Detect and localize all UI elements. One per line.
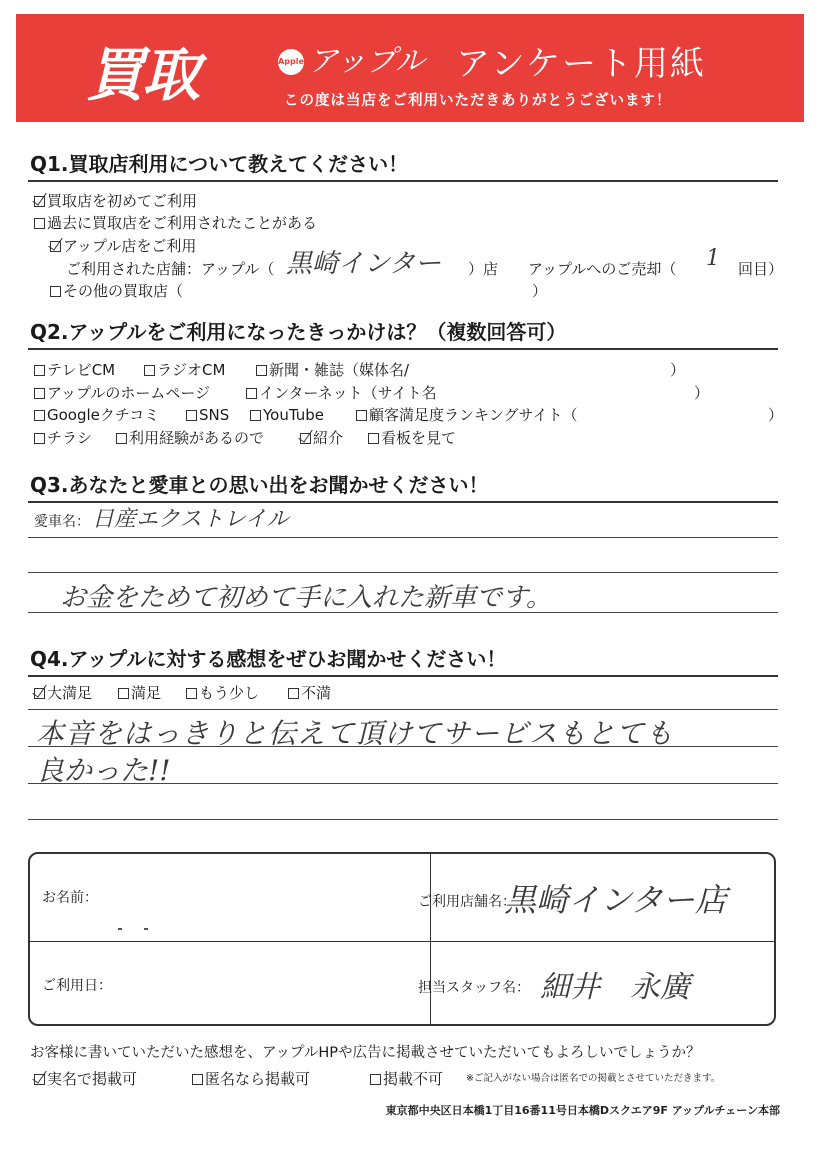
q1-store-label: ご利用された店舗：アップル（ [66, 260, 275, 278]
info-staff-value[interactable]: 細井 永廣 [540, 970, 690, 1005]
checkbox-icon[interactable] [288, 688, 299, 699]
q2-option-experience-label: 利用経験があるので [129, 429, 265, 447]
q2-option-signboard[interactable] [368, 428, 478, 448]
consent-question: お客様に書いていただいた感想を、アップルHPや広告に掲載させていただいてもよろしいでしょうか？ [30, 1045, 701, 1061]
q1-option-before-label: 過去に買取店をご利用されたことがある [47, 214, 318, 232]
info-staff-label: 担当スタッフ名： [418, 980, 530, 996]
q2-option-radio[interactable] [144, 360, 254, 380]
q3-title: Q3.あなたと愛車との思い出をお聞かせください！ [30, 473, 489, 497]
q2-option-tv[interactable] [34, 360, 144, 380]
q2-title: Q2.アップルをご利用になったきっかけは？（複数回答可） [30, 320, 567, 344]
q2-option-tv-label: テレビCM [47, 361, 116, 379]
checkbox-checked-icon[interactable] [300, 433, 311, 444]
checkbox-icon[interactable] [50, 286, 61, 297]
q2-rule [28, 348, 778, 350]
checkbox-icon[interactable] [192, 1074, 203, 1085]
consent-note: ※ご記入がない場合は匿名での掲載とさせていただきます。 [466, 1073, 721, 1084]
header-subtitle: この度は当店をご利用いただきありがとうございます！ [284, 93, 672, 109]
header-main-title: 買取 [86, 41, 199, 109]
q1-store-suffix: ）店 [468, 260, 499, 278]
consent-anon-label: 匿名なら掲載可 [205, 1070, 311, 1088]
checkbox-checked-icon[interactable] [50, 241, 61, 252]
checkbox-icon[interactable] [144, 365, 155, 376]
info-name-label: お名前： [42, 890, 98, 906]
checkbox-checked-icon[interactable] [34, 688, 45, 699]
q2-option-flyer-label: チラシ [47, 429, 93, 447]
q3-line [28, 572, 778, 573]
q4-option-satisfied[interactable] [118, 683, 184, 703]
q2-option-sns-label: SNS [199, 406, 230, 424]
q4-option-satisfied-label: 満足 [131, 684, 162, 702]
q3-car-value[interactable]: 日産エクストレイル [92, 507, 289, 532]
q2-option-youtube[interactable] [250, 405, 350, 425]
q4-comment-line1[interactable]: 本音をはっきりと伝えて頂けてサービスもとても [36, 717, 675, 750]
consent-real-label: 実名で掲載可 [47, 1070, 138, 1088]
q2-option-ranking[interactable] [356, 405, 596, 425]
q4-line [28, 709, 778, 710]
q1-other-close: ） [532, 282, 548, 300]
q2-option-google-label: Googleクチコミ [47, 406, 160, 424]
q4-option-unsatisfied[interactable] [288, 683, 358, 703]
info-horizontal-divider [30, 941, 774, 942]
q3-rule [28, 501, 778, 503]
q2-option-google[interactable] [34, 405, 184, 425]
checkbox-icon[interactable] [186, 410, 197, 421]
q3-memory-text[interactable]: お金をためて初めて手に入れた新車です。 [60, 583, 552, 613]
q2-internet-close: ） [694, 384, 710, 402]
q1-option-before[interactable] [34, 213, 434, 233]
checkbox-icon[interactable] [34, 433, 45, 444]
info-store-label: ご利用店舗名： [418, 894, 516, 910]
q1-option-other-label: その他の買取店（ [63, 282, 184, 300]
q4-line [28, 819, 778, 820]
checkbox-icon[interactable] [34, 218, 45, 229]
checkbox-icon[interactable] [356, 410, 367, 421]
q4-line [28, 746, 778, 747]
consent-anon[interactable] [192, 1069, 352, 1089]
info-vertical-divider [430, 854, 431, 1024]
checkbox-icon[interactable] [116, 433, 127, 444]
q2-ranking-close: ） [768, 406, 784, 424]
q3-line [28, 537, 778, 538]
q1-option-other[interactable] [50, 281, 250, 301]
info-name-field[interactable] [118, 874, 418, 934]
checkbox-icon[interactable] [186, 688, 197, 699]
info-date-label: ご利用日： [42, 978, 112, 994]
checkbox-icon[interactable] [34, 388, 45, 399]
q4-title: Q4.アップルに対する感想をぜひお聞かせください！ [30, 647, 507, 671]
q2-option-hp[interactable] [34, 383, 244, 403]
q4-line [28, 783, 778, 784]
q4-option-unsatisfied-label: 不満 [301, 684, 332, 702]
checkbox-icon[interactable] [256, 365, 267, 376]
checkbox-icon[interactable] [368, 433, 379, 444]
q2-option-experience[interactable] [116, 428, 296, 448]
checkbox-icon[interactable] [118, 688, 129, 699]
q1-option-apple-label: アップル店をご利用 [63, 237, 197, 255]
checkbox-icon[interactable] [250, 410, 261, 421]
q2-option-hp-label: アップルのホームページ [47, 384, 211, 402]
q1-count-value[interactable]: 1 [706, 246, 720, 271]
q4-comment-line2[interactable]: 良かった!! [36, 754, 171, 787]
checkbox-icon[interactable] [370, 1074, 381, 1085]
q1-count-label: アップルへのご売却（ [528, 260, 677, 278]
q2-option-referral-label: 紹介 [313, 429, 344, 447]
info-date-field[interactable] [130, 954, 410, 1014]
q1-option-first-label: 買取店を初めてご利用 [47, 192, 198, 210]
checkbox-icon[interactable] [34, 365, 45, 376]
footer-address: 東京都中央区日本橋1丁目16番11号日本橋Dスクエア9F アップルチェーン本部 [385, 1104, 780, 1117]
q2-option-youtube-label: YouTube [263, 406, 324, 424]
q2-option-signboard-label: 看板を見て [381, 429, 457, 447]
q3-line [28, 612, 778, 613]
info-store-value[interactable]: 黒崎インター店 [504, 881, 727, 919]
consent-no-label: 掲載不可 [383, 1070, 444, 1088]
consent-no[interactable] [370, 1069, 470, 1089]
q4-rule [28, 675, 778, 677]
q2-option-internet-label: インターネット（サイト名 [259, 384, 437, 402]
q2-option-news[interactable] [256, 360, 456, 380]
brand-name: アップル [308, 44, 425, 79]
checkbox-icon[interactable] [246, 388, 257, 399]
q2-option-news-label: 新聞・雑誌（媒体名/ [269, 361, 410, 379]
q4-option-very-label: 大満足 [47, 684, 93, 702]
customer-info-box [28, 852, 776, 1026]
header-survey-title: アンケート用紙 [456, 44, 706, 84]
q1-count-suffix: 回目） [738, 260, 784, 278]
checkbox-checked-icon[interactable] [34, 196, 45, 207]
q2-option-flyer[interactable] [34, 428, 114, 448]
q4-option-more-label: もう少し [199, 684, 260, 702]
checkbox-checked-icon[interactable] [34, 1074, 45, 1085]
q2-option-internet[interactable] [246, 383, 466, 403]
q2-option-radio-label: ラジオCM [157, 361, 226, 379]
q2-option-referral[interactable] [300, 428, 370, 448]
q4-option-more[interactable] [186, 683, 286, 703]
consent-real[interactable] [34, 1069, 184, 1089]
q1-title: Q1.買取店利用について教えてください！ [30, 152, 409, 176]
q1-rule [28, 180, 778, 182]
apple-logo-icon: Apple [278, 49, 304, 75]
q2-option-sns[interactable] [186, 405, 250, 425]
header-banner [16, 14, 804, 122]
q3-car-label: 愛車名： [34, 514, 90, 530]
q2-option-ranking-label: 顧客満足度ランキングサイト（ [369, 406, 578, 424]
q2-news-close: ） [670, 361, 686, 379]
q1-store-value[interactable]: 黒崎インター [286, 249, 441, 279]
q1-option-first[interactable] [34, 191, 334, 211]
q4-option-very[interactable] [34, 683, 118, 703]
checkbox-icon[interactable] [34, 410, 45, 421]
